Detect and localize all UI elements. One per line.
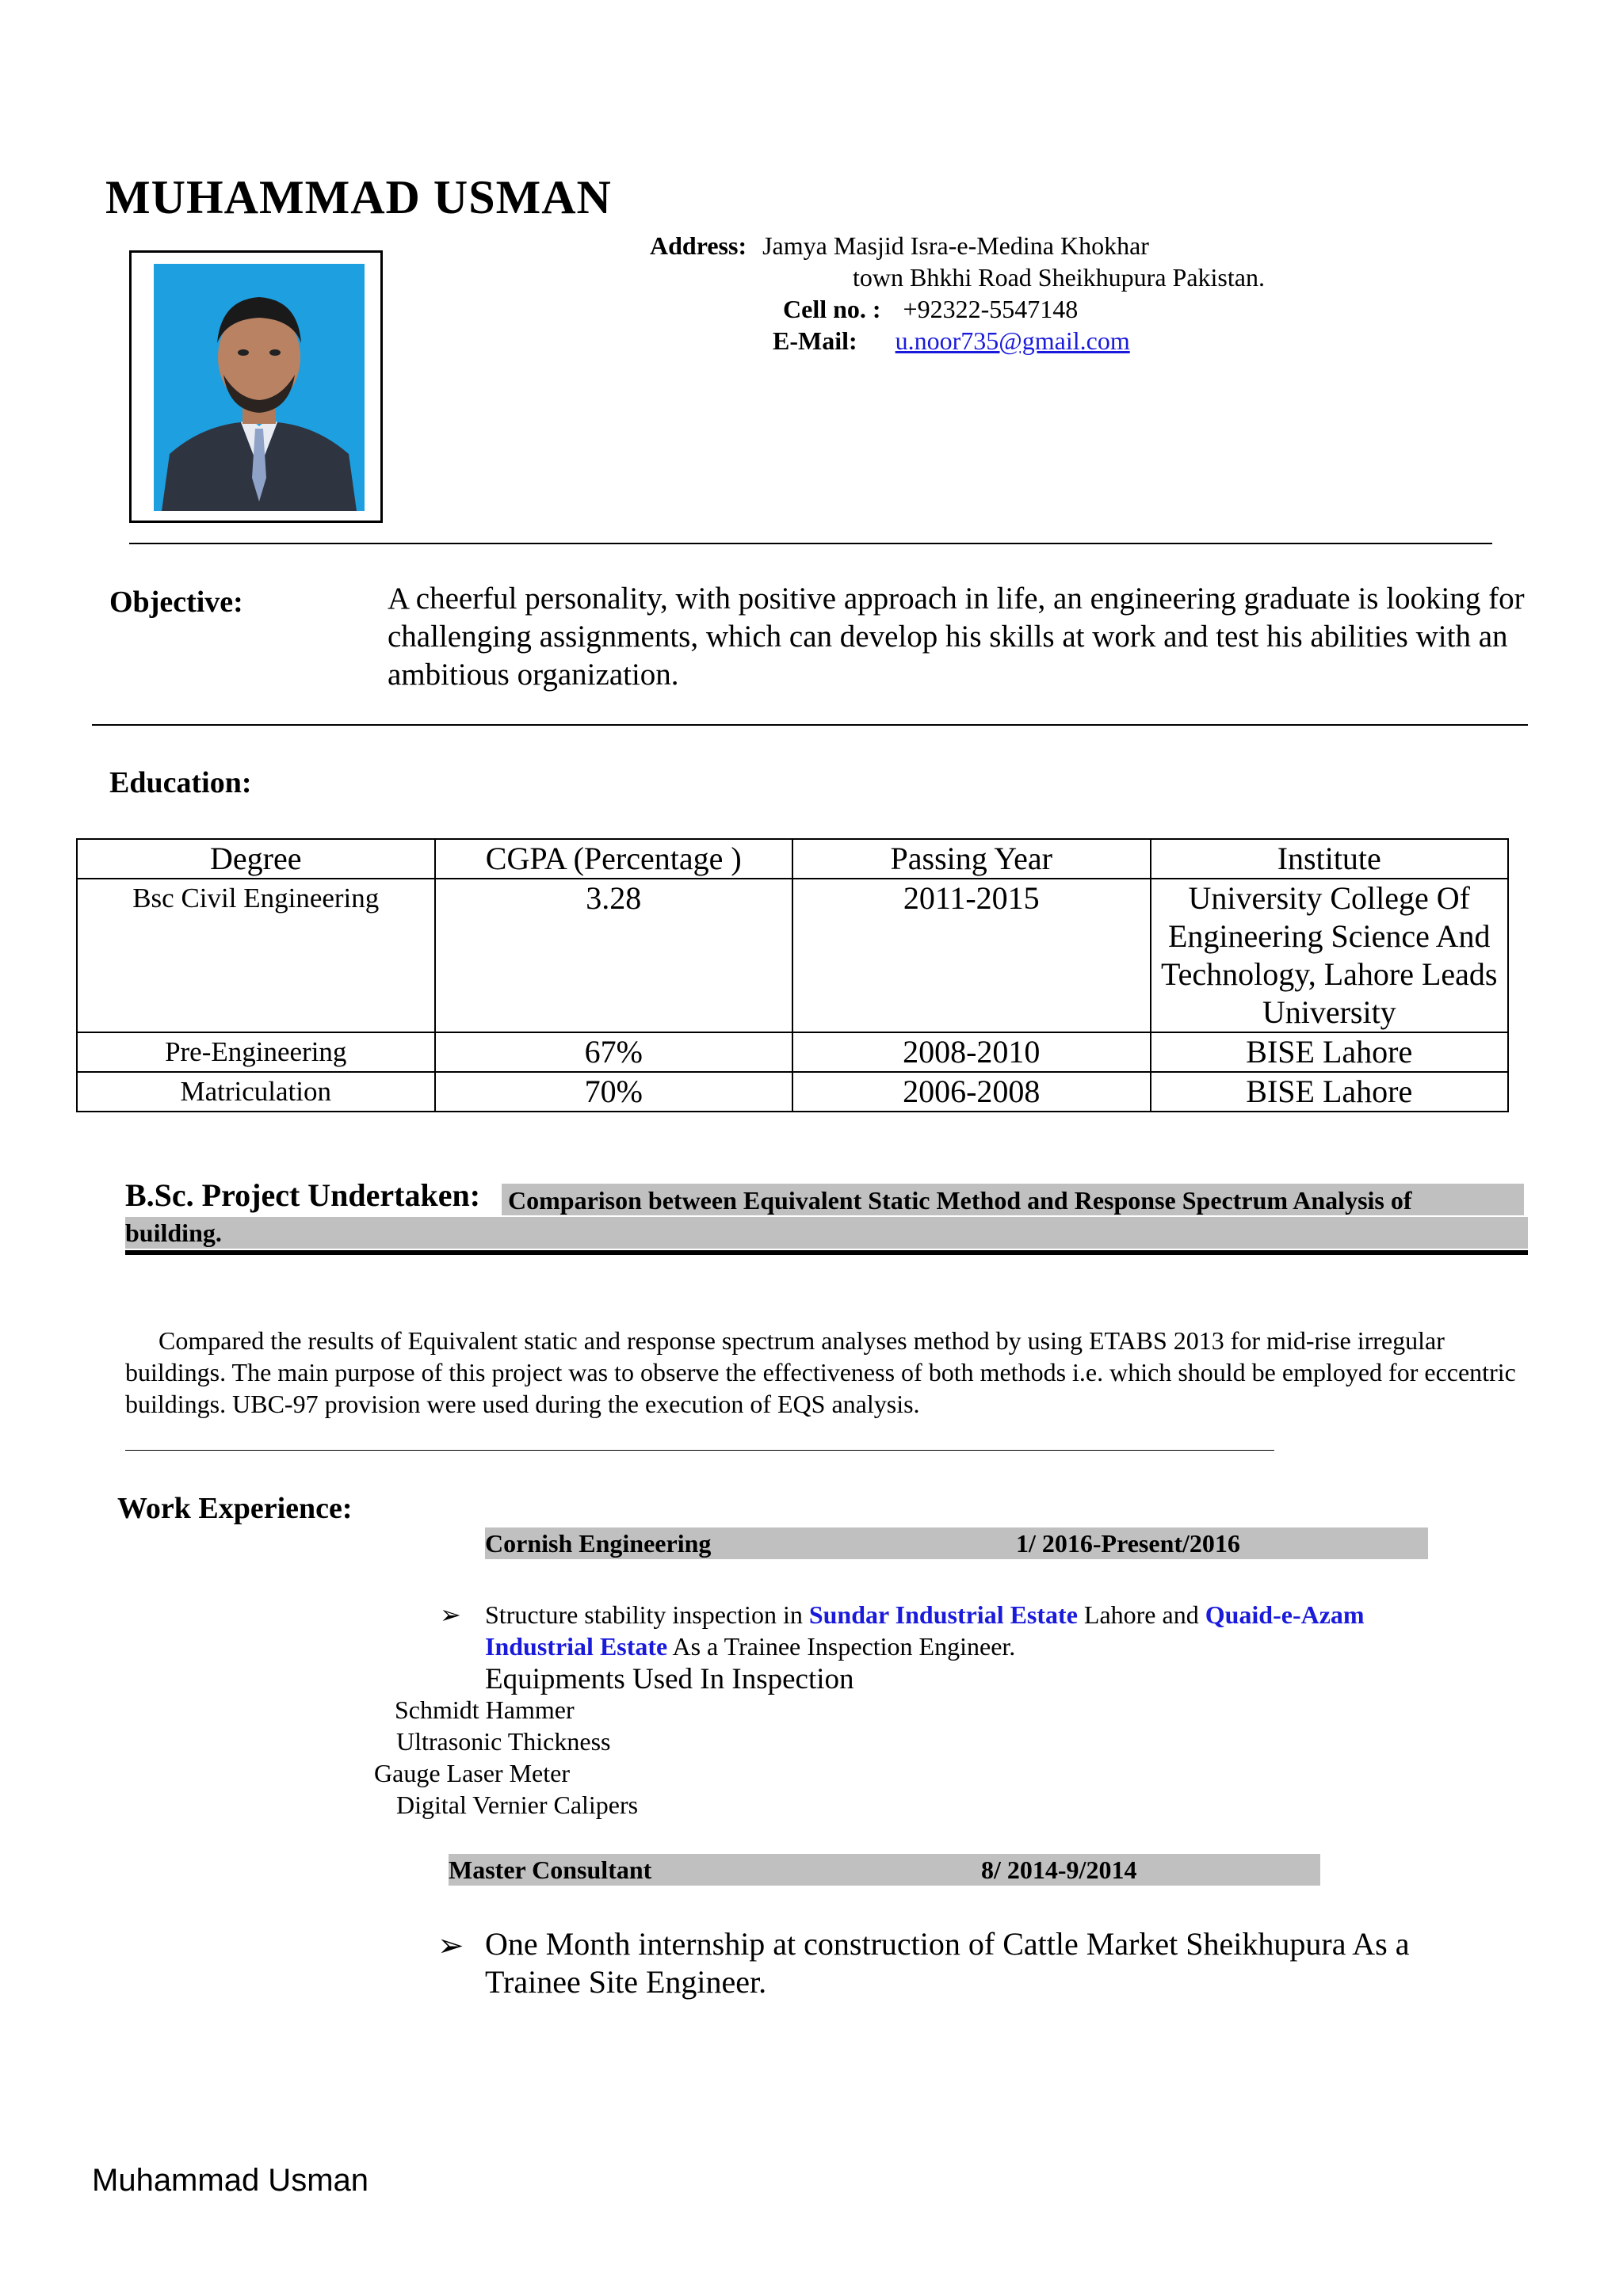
- place-quaid: Quaid-e-Azam: [1205, 1600, 1365, 1629]
- cgpa-cell: 3.28: [435, 879, 793, 1032]
- project-title-line-1: Comparison between Equivalent Static Method and Response Spectrum Analysis of: [508, 1186, 1412, 1215]
- bullet-text-post: As a Trainee Inspection Engineer.: [672, 1632, 1016, 1661]
- year-cell: 2008-2010: [792, 1032, 1151, 1072]
- bullet-text-pre: Structure stability inspection in: [485, 1600, 803, 1629]
- job-header-cornish: [485, 1527, 1428, 1559]
- project-title-line-2: building.: [125, 1219, 222, 1247]
- company-name: Cornish Engineering: [485, 1529, 712, 1558]
- year-cell: 2006-2008: [792, 1072, 1151, 1112]
- table-row: [77, 1032, 1508, 1072]
- cgpa-cell: 70%: [435, 1072, 793, 1112]
- equipment-item: Ultrasonic Thickness: [396, 1727, 611, 1756]
- equipment-heading: Equipments Used In Inspection: [485, 1663, 854, 1695]
- address-label: Address:: [650, 231, 747, 260]
- objective-heading: Objective:: [109, 585, 243, 619]
- project-heading: B.Sc. Project Undertaken:: [125, 1177, 481, 1213]
- bullet-line-2: Trainee Site Engineer.: [485, 1964, 767, 2000]
- job-bullet-cornish: [485, 1599, 1531, 1662]
- bullet-text-mid: Lahore and: [1083, 1600, 1199, 1629]
- address-row: [650, 231, 1149, 261]
- education-header-row: [77, 839, 1508, 879]
- institute-cell: BISE Lahore: [1151, 1072, 1509, 1112]
- degree-cell: Bsc Civil Engineering: [77, 879, 435, 1032]
- institute-cell: University College Of Engineering Science And Technology, Lahore Leads University: [1151, 879, 1509, 1032]
- objective-divider: [92, 724, 1528, 726]
- project-description: Compared the results of Equivalent static and response spectrum analyses method by using ETABS 2013 for mid-rise irregular buildings. The main purpose of this project was to observe the effectiveness of both methods i.e. which should be employed for eccentric buildings. UBC-97 provision were used during the execution of EQS analysis.: [125, 1326, 1516, 1418]
- degree-cell: Matriculation: [77, 1072, 435, 1112]
- cell-row: [783, 295, 1078, 324]
- page-footer-name: Muhammad Usman: [92, 2163, 369, 2198]
- profile-photo-frame: [129, 250, 383, 523]
- email-label: E-Mail:: [773, 326, 857, 355]
- address-line-1: Jamya Masjid Isra-e-Medina Khokhar: [762, 231, 1149, 260]
- company-name: Master Consultant: [449, 1855, 652, 1884]
- cgpa-cell: 67%: [435, 1032, 793, 1072]
- header-degree: Degree: [77, 839, 435, 879]
- equipment-item: Schmidt Hammer: [395, 1695, 575, 1724]
- cell-label: Cell no. :: [783, 295, 881, 323]
- bullet-line-1: One Month internship at construction of Cattle Market Sheikhupura As a: [485, 1926, 1410, 1962]
- email-row: [773, 326, 1130, 356]
- table-row: [77, 879, 1508, 1032]
- candidate-name: MUHAMMAD USMAN: [105, 171, 612, 223]
- place-quaid-line-2: Industrial Estate: [485, 1632, 668, 1661]
- place-sundar: Sundar Industrial Estate: [808, 1600, 1078, 1629]
- bullet-arrow-icon: ➢: [437, 1928, 464, 1963]
- education-heading: Education:: [109, 766, 252, 799]
- equipment-item: Gauge Laser Meter: [374, 1759, 570, 1787]
- degree-cell: Pre-Engineering: [77, 1032, 435, 1072]
- education-table: [76, 838, 1509, 1112]
- project-end-divider: [125, 1450, 1274, 1451]
- bullet-arrow-icon: ➢: [440, 1600, 461, 1629]
- header-divider: [129, 543, 1492, 544]
- year-cell: 2011-2015: [792, 879, 1151, 1032]
- address-line-2: town Bhkhi Road Sheikhupura Pakistan.: [853, 263, 1265, 292]
- job-period: 8/ 2014-9/2014: [981, 1855, 1137, 1884]
- profile-photo: [154, 264, 365, 511]
- header-institute: Institute: [1151, 839, 1509, 879]
- institute-cell: BISE Lahore: [1151, 1032, 1509, 1072]
- job-bullet-master: [485, 1925, 1409, 2001]
- project-divider: [125, 1250, 1528, 1255]
- cell-value: +92322-5547148: [903, 295, 1079, 323]
- job-header-master: [449, 1854, 1320, 1886]
- table-row: [77, 1072, 1508, 1112]
- header-cgpa: CGPA (Percentage ): [435, 839, 793, 879]
- email-link[interactable]: u.noor735@gmail.com: [895, 326, 1130, 355]
- header-year: Passing Year: [792, 839, 1151, 879]
- equipment-item: Digital Vernier Calipers: [396, 1791, 639, 1819]
- project-title-highlight-2: [125, 1217, 1528, 1249]
- objective-text: A cheerful personality, with positive approach in life, an engineering graduate is looking for challenging assignments, which can develop his skills at work and test his abilities with an ambitious organization.: [388, 582, 1525, 692]
- job-period: 1/ 2016-Present/2016: [1016, 1529, 1240, 1558]
- work-experience-heading: Work Experience:: [117, 1492, 353, 1525]
